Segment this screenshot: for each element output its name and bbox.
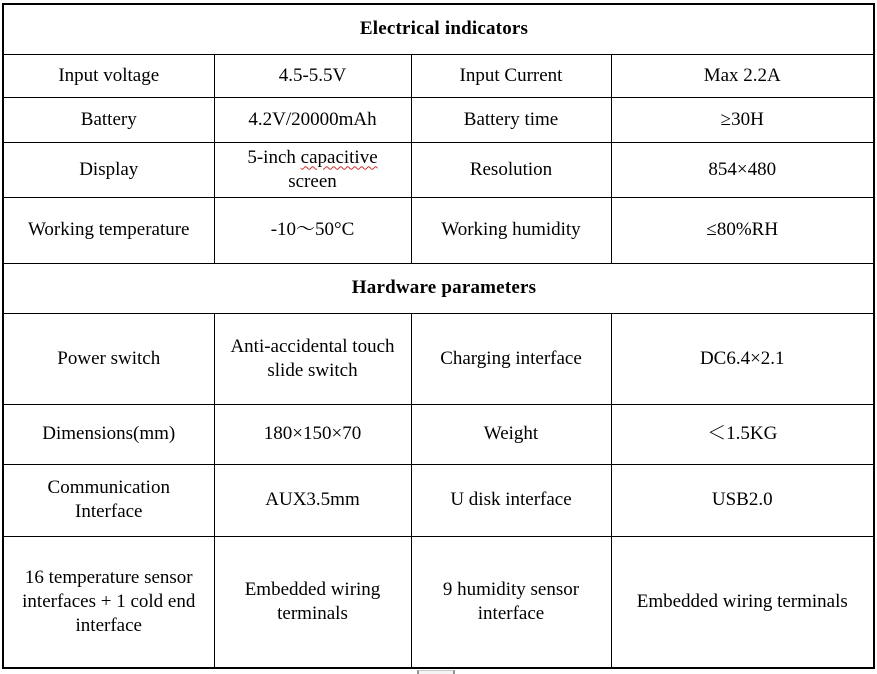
table-row [3, 97, 874, 142]
spec-value-input-current: Max 2.2A [611, 54, 874, 97]
spec-label-power-switch: Power switch [3, 313, 214, 404]
spec-label-humidity-sensor-interface: 9 humidity sensor interface [411, 536, 611, 668]
spec-label-communication-interface: Communication Interface [3, 464, 214, 536]
specifications-table [2, 3, 875, 669]
spec-label-battery-time: Battery time [411, 97, 611, 142]
spec-value-charging-interface: DC6.4×2.1 [611, 313, 874, 404]
table-row [3, 197, 874, 263]
spec-value-input-voltage: 4.5-5.5V [214, 54, 411, 97]
spec-label-display: Display [3, 142, 214, 197]
spec-label-temperature-sensor-interfaces: 16 temperature sensor interfaces + 1 cold end interface [3, 536, 214, 668]
spec-value-communication-interface: AUX3.5mm [214, 464, 411, 536]
spec-label-input-voltage: Input voltage [3, 54, 214, 97]
display-value-misspelled-word: capacitive [300, 146, 378, 168]
table-row [3, 54, 874, 97]
table-row [3, 404, 874, 464]
spec-label-weight: Weight [411, 404, 611, 464]
partial-element-fragment [417, 670, 455, 674]
spec-value-u-disk-interface: USB2.0 [611, 464, 874, 536]
spec-value-humidity-sensor-terminals: Embedded wiring terminals [611, 536, 874, 668]
table-row [3, 464, 874, 536]
spec-value-temperature-sensor-terminals: Embedded wiring terminals [214, 536, 411, 668]
section-header-hardware-parameters: Hardware parameters [3, 263, 874, 313]
spec-label-working-temperature: Working temperature [3, 197, 214, 263]
display-value-pre: 5-inch [247, 146, 301, 168]
spec-label-u-disk-interface: U disk interface [411, 464, 611, 536]
table-row [3, 536, 874, 668]
table-row [3, 313, 874, 404]
spec-label-input-current: Input Current [411, 54, 611, 97]
section-header-electrical-indicators: Electrical indicators [3, 4, 874, 54]
spec-value-display [214, 142, 411, 197]
section-header-row-hardware [3, 263, 874, 313]
spec-value-battery-time: ≥30H [611, 97, 874, 142]
spec-label-charging-interface: Charging interface [411, 313, 611, 404]
spec-value-power-switch: Anti-accidental touch slide switch [214, 313, 411, 404]
spec-label-working-humidity: Working humidity [411, 197, 611, 263]
spec-value-working-humidity: ≤80%RH [611, 197, 874, 263]
spec-label-battery: Battery [3, 97, 214, 142]
spec-label-resolution: Resolution [411, 142, 611, 197]
spec-value-dimensions: 180×150×70 [214, 404, 411, 464]
spec-value-weight: ＜1.5KG [611, 404, 874, 464]
spec-value-resolution: 854×480 [611, 142, 874, 197]
spec-value-battery: 4.2V/20000mAh [214, 97, 411, 142]
section-header-row-electrical [3, 4, 874, 54]
spec-value-working-temperature: -10～50°C [214, 197, 411, 263]
display-value-post: screen [288, 170, 337, 192]
spec-label-dimensions: Dimensions(mm) [3, 404, 214, 464]
table-row [3, 142, 874, 197]
